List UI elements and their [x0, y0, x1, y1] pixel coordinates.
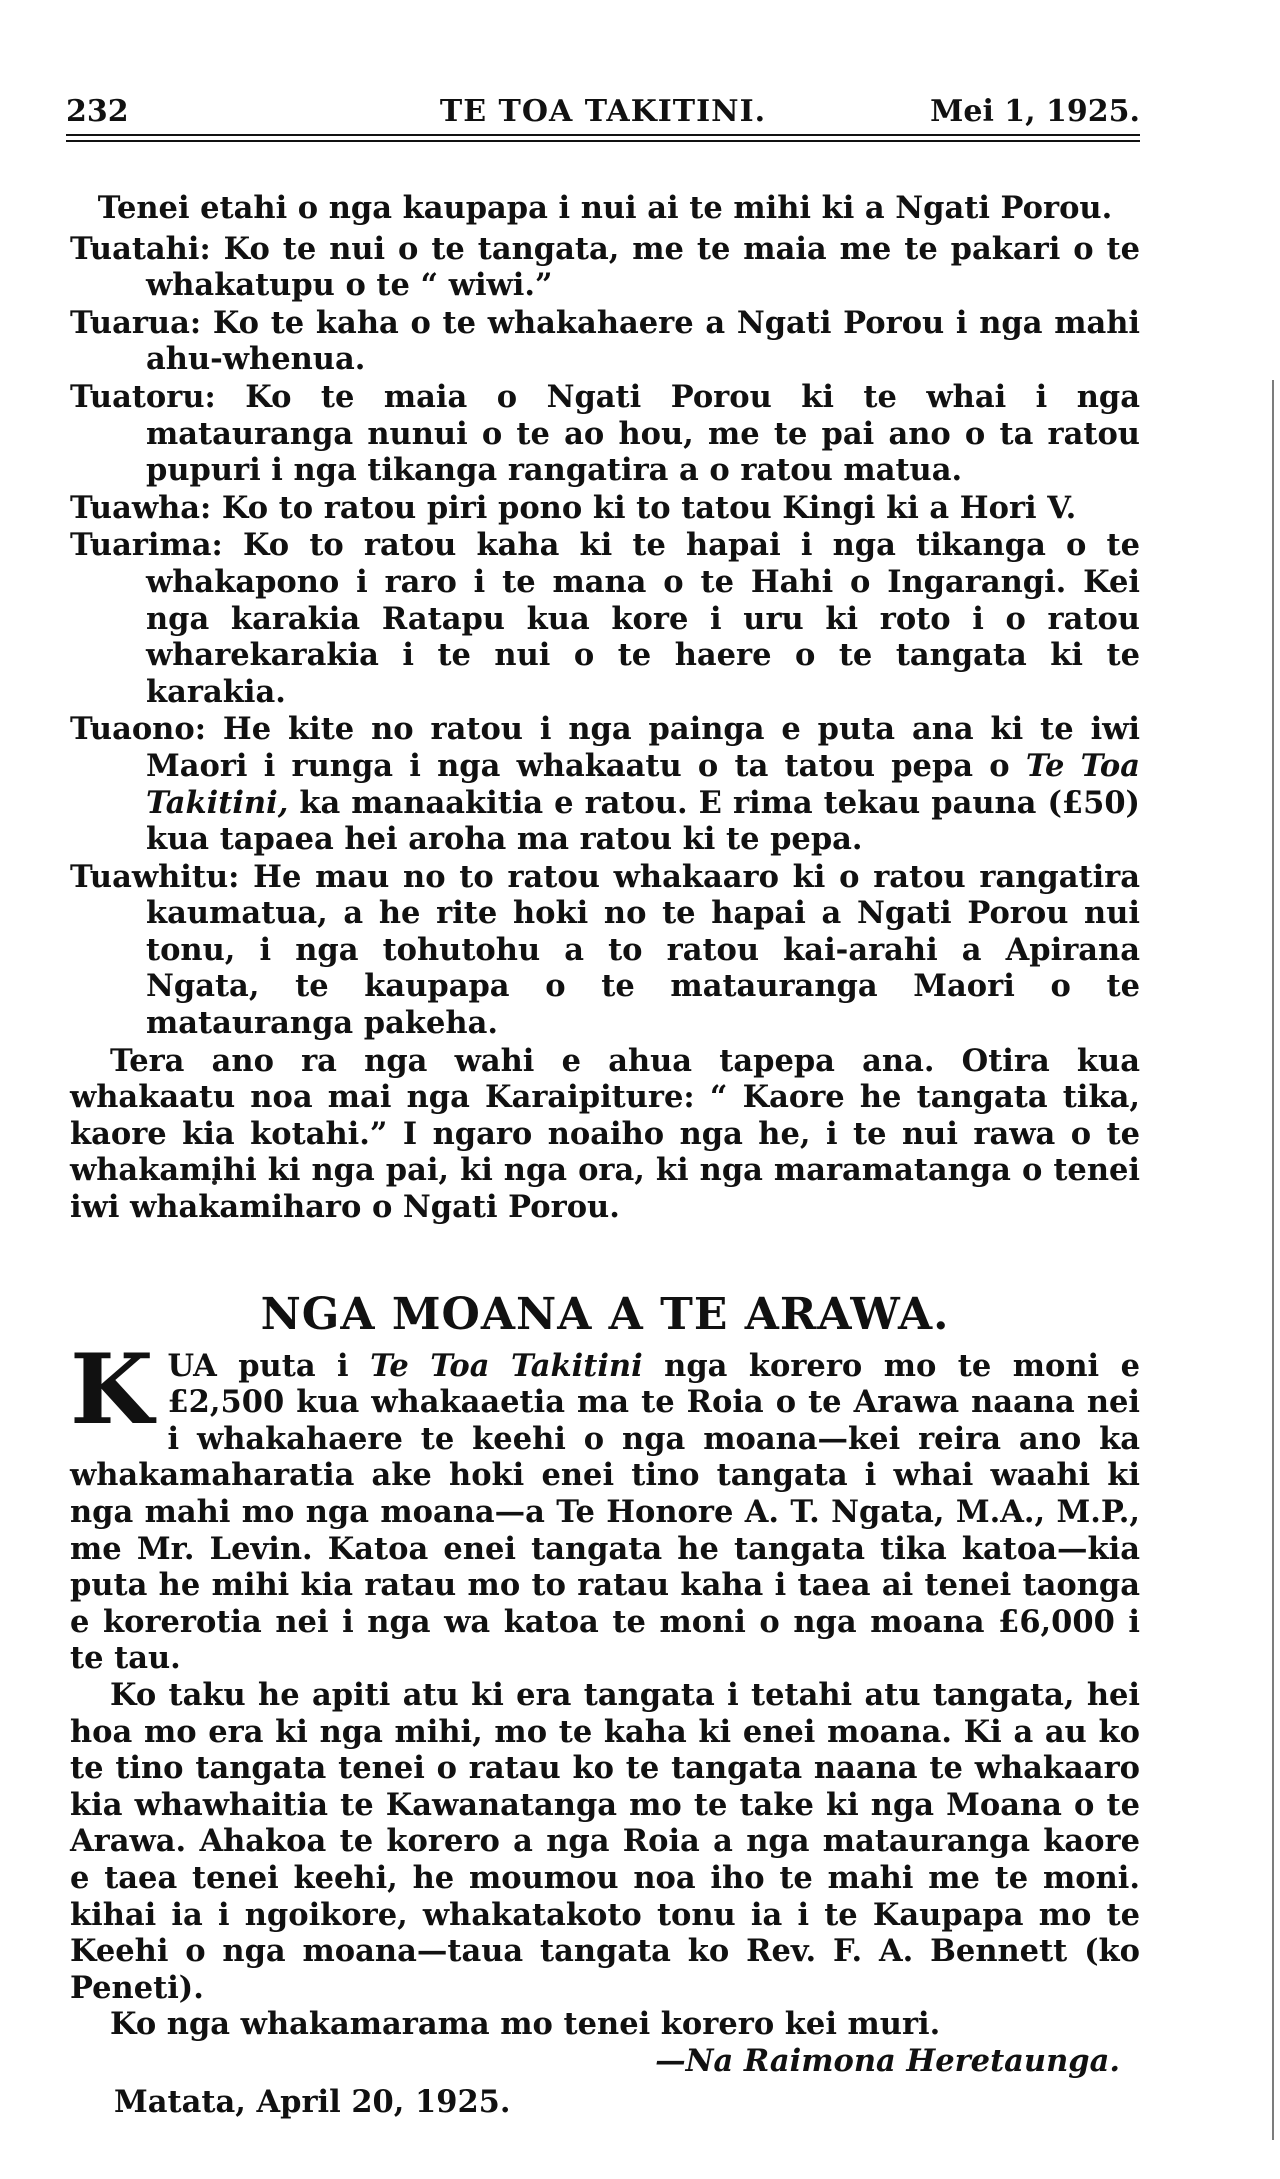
section-paragraph-3: Ko nga whakamarama mo tenei korero kei muri. — [110, 2006, 941, 2043]
section-paragraph-2: Ko taku he apiti atu ki era tangata i tetahi atu tangata, hei hoa mo era ki nga mihi, mo te kaha ki enei moana. Ki a au ko te tino tangata tenei o ratau ko te tangata naana te whakaaro kia whawhaitia te Kawanatanga mo te take ki nga Moana o te Arawa. Ahakoa te korero a nga Roia a nga matauranga kaore e taea tenei keehi, he moumou noa iho te mahi me te moni. kihai ia i ngoikore, whakatakoto tonu ia i te Kaupapa mo te Keehi o nga moana—taua tangata ko Rev. F. A. Bennett (ko Peneti). — [70, 1676, 1140, 2006]
issue-date: Mei 1, 1925. — [930, 94, 1140, 129]
page-number: 232 — [66, 94, 129, 129]
point-text: Ko to ratou piri pono ki to tatou Kingi ki a Hori V. — [221, 489, 1077, 526]
point-label: Tuawha: — [70, 489, 212, 526]
point-text-italic: Te Toa Takitini, — [146, 747, 1140, 821]
point-tuatoru — [70, 379, 1140, 489]
point-tuawha — [70, 490, 1140, 527]
page-header — [66, 94, 1140, 138]
point-label: Tuarima: — [70, 527, 223, 564]
point-tuaono — [70, 711, 1140, 857]
point-label: Tuatahi: — [70, 230, 211, 267]
header-rule-bottom — [66, 140, 1140, 142]
article-body — [70, 190, 1140, 2120]
point-tuatahi — [70, 231, 1140, 304]
point-text-after: ka manaakitia e ratou. E rima tekau pauna (£50) kua tapaea hei aroha ma ratou ki te pepa. — [146, 784, 1140, 858]
point-text: Ko te kaha o te whakahaere a Ngati Porou i nga mahi ahu-whenua. — [146, 304, 1140, 378]
section-paragraph-1 — [70, 1332, 1141, 1677]
point-label: Tuawhitu: — [70, 858, 240, 895]
p1-lead: UA puta i — [167, 1347, 349, 1384]
p1-italic: Te Toa Takitini — [370, 1347, 643, 1384]
publication-title: TE TOA TAKITINI. — [439, 94, 767, 129]
point-label: Tuatoru: — [70, 378, 216, 415]
point-tuarua — [70, 305, 1140, 378]
point-tuarima — [70, 527, 1140, 710]
margin-line — [1272, 380, 1274, 2140]
point-tuawhitu — [70, 859, 1140, 1042]
point-text: Ko to ratou kaha ki te hapai i nga tikanga o te whakapono i raro i te mana o te Hahi o Ingarangi. Kei nga karakia Ratapu kua kore i uru ki roto i o ratou wharekarakia i te nui o te haere o te tangata ki te karakia. — [146, 527, 1140, 710]
closing-paragraph: Tera ano ra nga wahi e ahua tapepa ana. Otira kua whakaatu noa mai nga Karaipiture: “ Kaore he tangata tika, kaore kia kotahi.” I ngaro noaiho nga he, i te nui rawa o te whakamihi ki nga pai, ki nga ora, ki nga maramatanga o tenei iwi whakamiharo o Ngati Porou. — [70, 1042, 1140, 1226]
header-rule-top — [66, 134, 1140, 136]
point-label: Tuaono: — [70, 711, 206, 748]
drop-cap: K — [70, 1332, 154, 1446]
point-text: He mau no to ratou whakaaro ki o ratou rangatira kaumatua, a he rite hoki no te hapai a Ngati Porou nui tonu, i nga tohutohu a to ratou kai-arahi a Apirana Ngata, te kaupapa o te matauranga Maori o te matauranga pakeha. — [146, 858, 1140, 1042]
section-heading: NGA MOANA A TE ARAWA. — [260, 1288, 950, 1340]
intro-line: Tenei etahi o nga kaupapa i nui ai te mihi ki a Ngati Porou. — [97, 190, 1113, 226]
point-text: Ko te nui o te tangata, me te maia me te pakari o te whakatupu o te “ wiwi.” — [146, 230, 1140, 304]
point-text-before: He kite no ratou i nga painga e puta ana ki te iwi Maori i runga i nga whakaatu o ta tatou pepa o — [146, 711, 1140, 784]
dateline: Matata, April 20, 1925. — [114, 2083, 511, 2120]
p1-rest: nga korero mo te moni e £2,500 kua whakaaetia ma te Roia o te Arawa naana nei i whakahaere te keehi o nga moana—kei reira ano ka whakamaharatia ake hoki enei tino tangata i whai waahi ki nga mahi mo nga moana—a Te Honore A. T. Ngata, M.A., M.P., me Mr. Levin. Katoa enei tangata he tangata tika katoa—kia puta he mihi kia ratau mo to ratau kaha i taea ai tenei taonga e korerotia nei i nga wa katoa te moni o nga moana £6,000 i te tau. — [70, 1347, 1141, 1677]
point-text: Ko te maia o Ngati Porou ki te whai i nga matauranga nunui o te ao hou, me te pai ano o ta ratou pupuri i nga tikanga rangatira a o ratou matua. — [146, 378, 1140, 489]
signature: —Na Raimona Heretaunga. — [655, 2042, 1120, 2079]
point-label: Tuarua: — [70, 304, 202, 341]
